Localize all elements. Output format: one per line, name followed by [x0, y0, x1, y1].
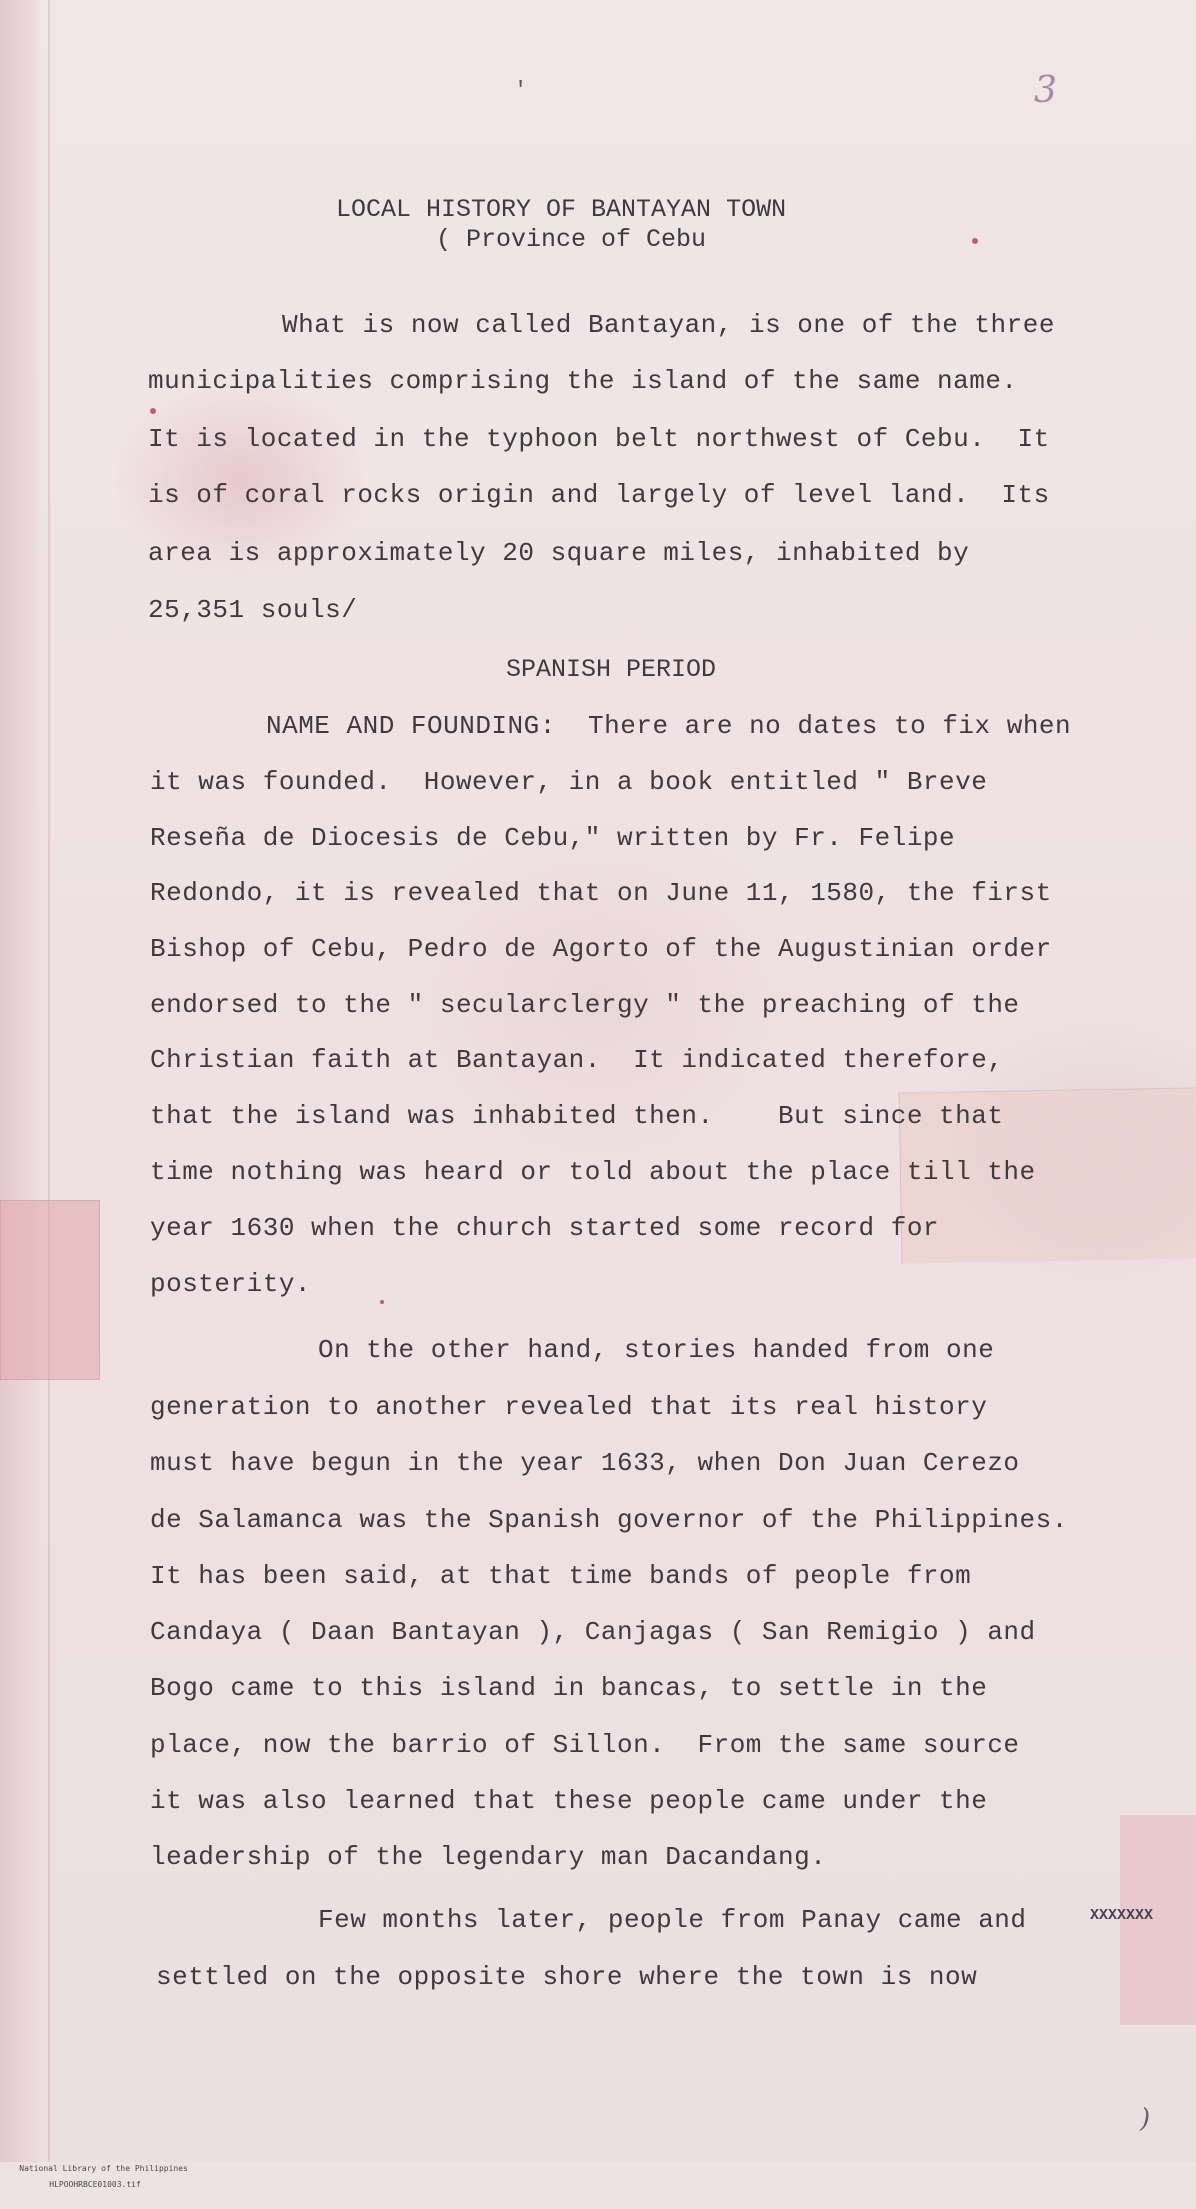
top-mark: ': [514, 78, 528, 103]
history-line: must have begun in the year 1633, when Don Juan Cerezo: [150, 1448, 1020, 1478]
founding-line: that the island was inhabited then. But since that: [150, 1101, 1004, 1131]
panay-line: settled on the opposite shore where the town is now: [156, 1962, 978, 1992]
history-line: leadership of the legendary man Dacandang.: [150, 1842, 827, 1872]
paper-fold-line: [48, 0, 50, 2162]
history-line: it was also learned that these people came under the: [150, 1786, 988, 1816]
founding-line: Bishop of Cebu, Pedro de Agorto of the Augustinian order: [150, 934, 1052, 964]
founding-line: it was founded. However, in a book entitled " Breve: [150, 767, 988, 797]
history-line: de Salamanca was the Spanish governor of the Philippines.: [150, 1505, 1068, 1535]
footer-file: HLPOOHRBCE01003.tif: [49, 2180, 141, 2189]
footer-library: National Library of the Philippines: [19, 2164, 188, 2173]
intro-line: area is approximately 20 square miles, inhabited by: [148, 538, 970, 568]
history-line: On the other hand, stories handed from one: [318, 1335, 995, 1365]
overtype-mark: XXXXXXX: [1090, 1907, 1154, 1924]
document-title: LOCAL HISTORY OF BANTAYAN TOWN: [336, 195, 787, 224]
founding-line: endorsed to the " secularclergy " the preaching of the: [150, 990, 1020, 1020]
founding-line: NAME AND FOUNDING: There are no dates to fix when: [266, 711, 1072, 741]
history-line: generation to another revealed that its real history: [150, 1392, 988, 1422]
ink-spot: [150, 408, 156, 414]
intro-line: municipalities comprising the island of the same name.: [148, 366, 1018, 396]
founding-line: time nothing was heard or told about the place till the: [150, 1157, 1036, 1187]
paper-left-edge: [0, 0, 42, 2162]
history-line: It has been said, at that time bands of people from: [150, 1561, 972, 1591]
scan-footer: [0, 2145, 560, 2189]
panay-line: Few months later, people from Panay came and: [318, 1905, 1027, 1935]
intro-line: 25,351 souls/: [148, 595, 358, 625]
founding-line: Christian faith at Bantayan. It indicated therefore,: [150, 1045, 1004, 1075]
ink-spot: [972, 238, 978, 244]
document-subtitle: ( Province of Cebu: [436, 225, 707, 254]
founding-line: Reseña de Diocesis de Cebu," written by Fr. Felipe: [150, 823, 956, 853]
founding-line: posterity.: [150, 1269, 312, 1299]
intro-line: It is located in the typhoon belt northwest of Cebu. It: [148, 424, 1050, 454]
founding-line: Redondo, it is revealed that on June 11, 1580, the first: [150, 878, 1052, 908]
ink-spot: [380, 1300, 384, 1304]
adhesive-tape-left: [0, 1200, 100, 1380]
history-line: Bogo came to this island in bancas, to settle in the: [150, 1673, 988, 1703]
page-number: 3: [1034, 70, 1057, 111]
founding-line: year 1630 when the church started some record for: [150, 1213, 940, 1243]
history-line: place, now the barrio of Sillon. From the same source: [150, 1730, 1020, 1760]
intro-line: is of coral rocks origin and largely of level land. Its: [148, 480, 1050, 510]
end-mark: ): [1140, 2104, 1151, 2134]
intro-line: What is now called Bantayan, is one of the three: [282, 310, 1055, 340]
section-heading: SPANISH PERIOD: [506, 655, 717, 684]
history-line: Candaya ( Daan Bantayan ), Canjagas ( San Remigio ) and: [150, 1617, 1036, 1647]
